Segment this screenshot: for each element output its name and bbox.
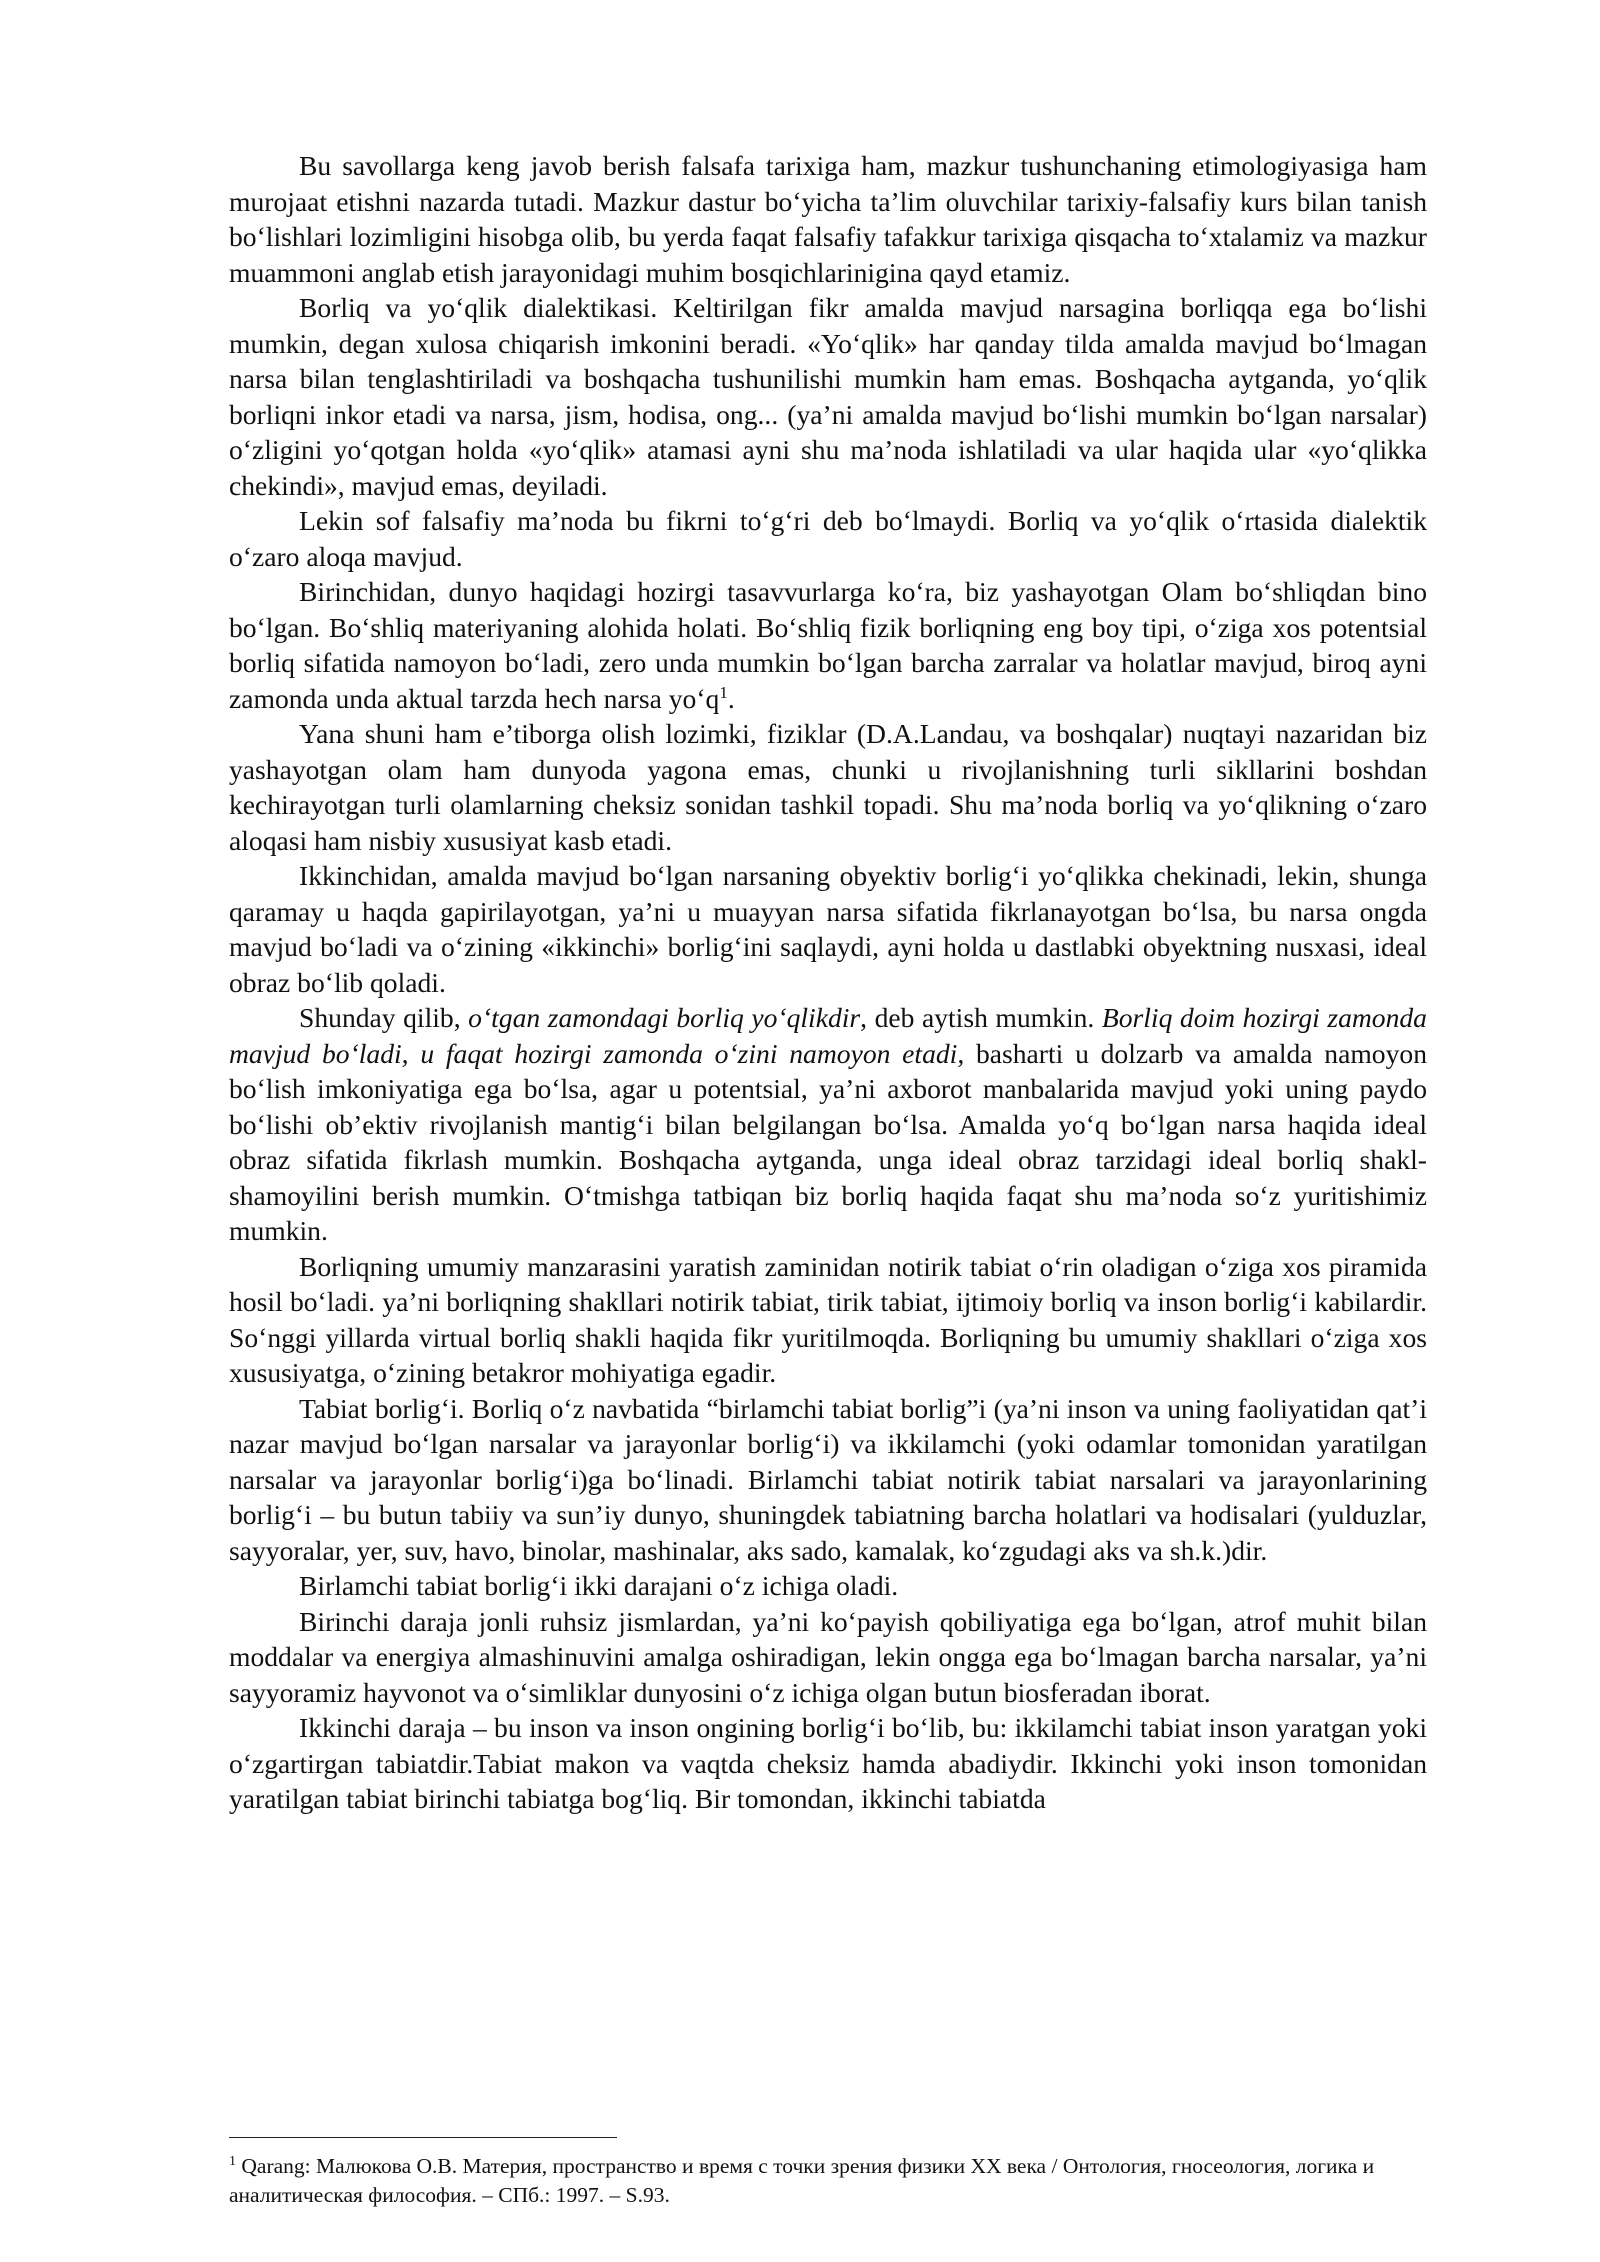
paragraph-text: Birinchidan, dunyo haqidagi hozirgi tasavvurlarga ko‘ra, biz yashayotgan Olam bo‘shliqdan bino bo‘lgan. Bo‘shliq materiyaning alohida holati. Bo‘shliq fizik borliqning eng boy tipi, o‘ziga xos potentsial borliq sifatida namoyon bo‘ladi, zero unda mumkin bo‘lgan barcha zarralar va holatlar mavjud, biroq ayni zamonda unda aktual tarzda hech narsa yo‘q: [229, 576, 1427, 714]
paragraph: [229, 1249, 1427, 1391]
paragraph-text: Borliqning umumiy manzarasini yaratish zaminidan notirik tabiat o‘rin oladigan o‘ziga xos piramida hosil bo‘ladi. ya’ni borliqning shakllari notirik tabiat, tirik tabiat, ijtimoiy borliq va inson borlig‘i kabilardir. So‘nggi yillarda virtual borliq shakli haqida fikr yuritilmoqda. Borliqning bu umumiy shakllari o‘ziga xos xususiyatga, o‘zining betakror mohiyatiga egadir.: [229, 1250, 1427, 1388]
footnote-ref: 1: [719, 682, 728, 702]
paragraph-text: basharti u dolzarb va amalda namoyon bo‘lish imkoniyatiga ega bo‘lsa, agar u potentsial, ya’ni axborot manbalarida mavjud yoki uning paydo bo‘lishi ob’ektiv rivojlanish mantig‘i bilan belgilangan bo‘lsa. Amalda yo‘q bo‘lgan narsa haqida ideal obraz sifatida fikrlash mumkin. Boshqacha aytganda, unga ideal obraz tarzidagi ideal borliq shakl-shamoyilini berish mumkin. O‘tmishga tatbiqan biz borliq haqida faqat shu ma’noda so‘z yuritishimiz mumkin.: [229, 1037, 1427, 1246]
paragraph: [229, 858, 1427, 1000]
paragraph-text: Yana shuni ham e’tiborga olish lozimki, fiziklar (D.A.Landau, va boshqalar) nuqtayi nazaridan biz yashayotgan olam ham dunyoda yagona emas, chunki u rivojlanishning turli sikllarini boshdan kechirayotgan turli olamlarning cheksiz sonidan tashkil topadi. Shu ma’noda borliq va yo‘qlikning o‘zaro aloqasi ham nisbiy xususiyat kasb etadi.: [229, 718, 1427, 856]
paragraph: [229, 716, 1427, 858]
paragraph-text: Birlamchi tabiat borlig‘i ikki darajani o‘z ichiga oladi.: [299, 1570, 899, 1601]
paragraph: [229, 503, 1427, 574]
paragraph-text: .: [727, 682, 735, 714]
paragraph-text: Tabiat borlig‘i. Borliq o‘z navbatida “birlamchi tabiat borlig”i (ya’ni inson va uning faoliyatidan qat’i nazar mavjud bo‘lgan narsalar va jarayonlar borlig‘i) va ikkilamchi (yoki odamlar tomonidan yaratilgan narsalar va jarayonlar borlig‘i)ga bo‘linadi. Birlamchi tabiat notirik tabiat narsalari va jarayonlarining borlig‘i – bu butun tabiiy va sun’iy dunyo, shuningdek tabiatning barcha holatlari va hodisalari (yulduzlar, sayyoralar, yer, suv, havo, binolar, mashinalar, aks sado, kamalak, ko‘zgudagi aks va sh.k.)dir.: [229, 1392, 1427, 1566]
paragraph: [229, 1391, 1427, 1569]
paragraph-text: Birinchi daraja jonli ruhsiz jismlardan, ya’ni ko‘payish qobiliyatiga ega bo‘lgan, atrof muhit bilan moddalar va energiya almashinuvini amalga oshiradigan, lekin ongga ega bo‘lmagan barcha narsalar, ya’ni sayyoramiz hayvonot va o‘simliklar dunyosini o‘z ichiga olgan butun biosferadan iborat.: [229, 1605, 1427, 1708]
footnote-divider: [229, 2137, 617, 2138]
paragraph-text: Bu savollarga keng javob berish falsafa tarixiga ham, mazkur tushunchaning etimologiyasiga ham murojaat etishni nazarda tutadi. Mazkur dastur bo‘yicha ta’lim oluvchilar tarixiy-falsafiy kurs bilan tanish bo‘lishlari lozimligini hisobga olib, bu yerda faqat falsafiy tafakkur tarixiga qisqacha to‘xtalamiz va mazkur muammoni anglab etish jarayonidagi muhim bosqichlarinigina qayd etamiz.: [229, 150, 1427, 288]
paragraph: [229, 1000, 1427, 1249]
italic-text: o‘tgan zamondagi borliq yo‘qlikdir: [468, 1002, 861, 1033]
paragraph: [229, 148, 1427, 290]
paragraph: [229, 290, 1427, 503]
paragraph: [229, 1568, 1427, 1604]
paragraph-text: Ikkinchidan, amalda mavjud bo‘lgan narsaning obyektiv borlig‘i yo‘qlikka chekinadi, lekin, shunga qaramay u haqda gapirilayotgan, ya’ni u muayyan narsa sifatida fikrlanayotgan bo‘lsa, bu narsa ongda mavjud bo‘ladi va o‘zining «ikkinchi» borlig‘ini saqlaydi, ayni holda u dastlabki obyektning nusxasi, ideal obraz bo‘lib qoladi.: [229, 860, 1427, 998]
footnote-number: 1: [229, 2153, 236, 2169]
paragraph: [229, 574, 1427, 716]
paragraph-text: , deb aytish mumkin.: [860, 1002, 1102, 1033]
paragraph: [229, 1604, 1427, 1711]
paragraph-text: Ikkinchi daraja – bu inson va inson ongining borlig‘i bo‘lib, bu: ikkilamchi tabiat inson yaratgan yoki o‘zgartirgan tabiatdir.Tabiat makon va vaqtda cheksiz hamda abadiydir. Ikkinchi yoki inson tomonidan yaratilgan tabiat birinchi tabiatga bog‘liq. Bir tomondan, ikkinchi tabiatda: [229, 1712, 1427, 1814]
paragraph-text: Shunday qilib,: [299, 1002, 469, 1033]
footnote-text: Qarang: Малюкова О.В. Материя, пространство и время с точки зрения физики ХХ века / Онтология, гносеология, логика и аналитическая философия. – СПб.: 1997. – S.93.: [229, 2154, 1375, 2207]
italic-text: Borliq doim hozirgi zamonda mavjud bo‘ladi, u faqat hozirgi zamonda o‘zini namoyon etadi,: [229, 1002, 1427, 1069]
footnote: [229, 2152, 1427, 2210]
paragraph-text: Lekin sof falsafiy ma’noda bu fikrni to‘g‘ri deb bo‘lmaydi. Borliq va yo‘qlik o‘rtasida dialektik o‘zaro aloqa mavjud.: [229, 505, 1427, 572]
paragraph: [229, 1710, 1427, 1817]
paragraph-text: Borliq va yo‘qlik dialektikasi. Keltirilgan fikr amalda mavjud narsagina borliqqa ega bo‘lishi mumkin, degan xulosa chiqarish imkonini beradi. «Yo‘qlik» har qanday tilda amalda mavjud bo‘lmagan narsa bilan tenglashtiriladi va boshqacha tushunilishi mumkin ham emas. Boshqacha aytganda, yo‘qlik borliqni inkor etadi va narsa, jism, hodisa, ong... (ya’ni amalda mavjud bo‘lishi mumkin bo‘lgan narsalar) o‘zligini yo‘qotgan holda «yo‘qlik» atamasi ayni shu ma’noda ishlatiladi va ular haqida ular «yo‘qlikka chekindi», mavjud emas, deyiladi.: [229, 292, 1427, 501]
document-body: [229, 148, 1427, 1817]
